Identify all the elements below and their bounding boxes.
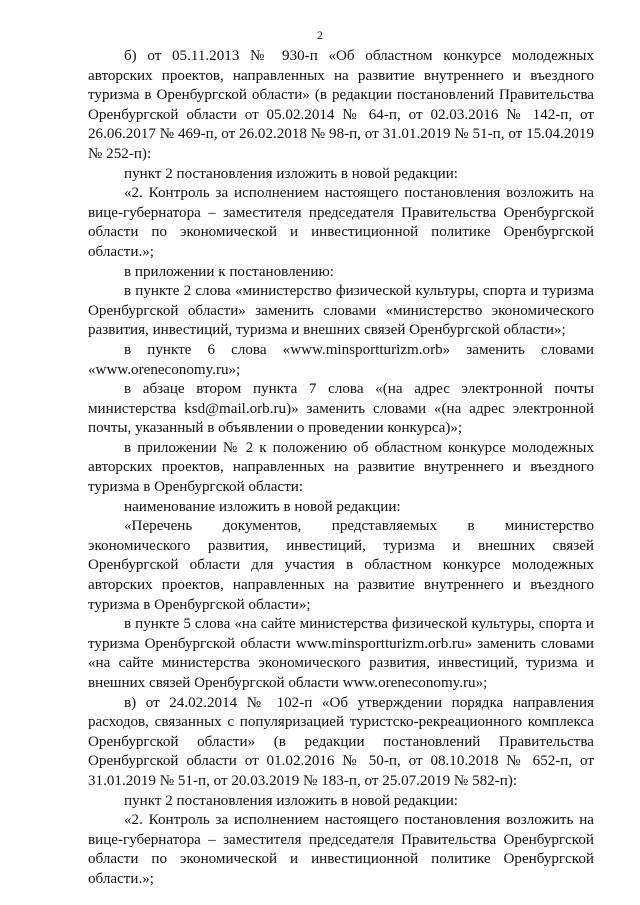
paragraph-in-appendix: в приложении к постановлению: bbox=[124, 263, 334, 280]
paragraph-appendix-2: в приложении № 2 к положению об областном конкурсе молодежных авторских проектов, направленных на развитие внутреннего и въездного туризма в Оренбургской области: bbox=[88, 439, 594, 496]
paragraph-item-v-resolution-102: в) от 24.02.2014 № 102-п «Об утверждении порядка направления расходов, связанных с популяризацией туристско-рекреационного комплекса Оренбургской области» (в редакции постановлений Правительства Оренбургской области от 01.02.2016 № 50-п, от 08.10.2018 № 652-п, от 31.01.2019 № 51-п, от 20.03.2019 № 183-п, от 25.07.2019 № 582-п): bbox=[88, 694, 594, 789]
paragraph-item-b-resolution-930: б) от 05.11.2013 № 930-п «Об областном конкурсе молодежных авторских проектов, направленных на развитие внутреннего и въездного туризма в Оренбургской области» (в редакции постановлений Правительства Оренбургской области от 05.02.2014 № 64-п, от 02.03.2016 № 142-п, от 26.06.2017 № 469-п, от 26.02.2018 № 98-п, от 31.01.2019 № 51-п, от 15.04.2019 № 252-п): bbox=[88, 48, 594, 162]
paragraph-point-7-words: в абзаце втором пункта 7 слова «(на адрес электронной почты министерства ksd@mail.orb.ru)» заменить словами «(на адрес электронной почты, указанный в объявлении о проведении конкурса)»; bbox=[88, 381, 594, 437]
page-number: 2 bbox=[317, 28, 323, 42]
paragraph-point-5-words: в пункте 5 слова «на сайте министерства физической культуры, спорта и туризма Оренбургской области www.minsportturizm.orb.ru» заменить словами «на сайте министерства экономического развития, инвестиций, туризма и внешних связей Оренбургской области www.oreneconomy.ru»; bbox=[88, 616, 594, 691]
paragraph-control-clause-2: «2. Контроль за исполнением настоящего постановления возложить на вице-губернатора – заместителя председателя Правительства Оренбургской области по экономической и инвестиционной политике Оренбургской области.»; bbox=[88, 812, 594, 887]
paragraph-point-2-new-edition-2: пункт 2 постановления изложить в новой редакции: bbox=[124, 792, 458, 809]
paragraph-title-new-edition: наименование изложить в новой редакции: bbox=[124, 498, 401, 515]
paragraph-point-6-words: в пункте 6 слова «www.minsportturizm.orb» заменить словами «www.oreneconomy.ru»; bbox=[88, 341, 594, 378]
document-body bbox=[88, 47, 594, 890]
paragraph-documents-list: «Перечень документов, представляемых в министерство экономического развития, инвестиций, туризма и внешних связей Оренбургской области для участия в областном конкурсе молодежных авторских проектов, направленных на развитие внутреннего и въездного туризма в Оренбургской области»; bbox=[88, 518, 594, 613]
paragraph-point-2-new-edition: пункт 2 постановления изложить в новой редакции: bbox=[124, 165, 458, 182]
paragraph-point-2-words: в пункте 2 слова «министерство физической культуры, спорта и туризма Оренбургской области» заменить словами «министерство экономического развития, инвестиций, туризма и внешних связей Оренбургской области»; bbox=[88, 283, 594, 339]
paragraph-control-clause: «2. Контроль за исполнением настоящего постановления возложить на вице-губернатора – заместителя председателя Правительства Оренбургской области по экономической и инвестиционной политике Оренбургской области.»; bbox=[88, 185, 594, 260]
